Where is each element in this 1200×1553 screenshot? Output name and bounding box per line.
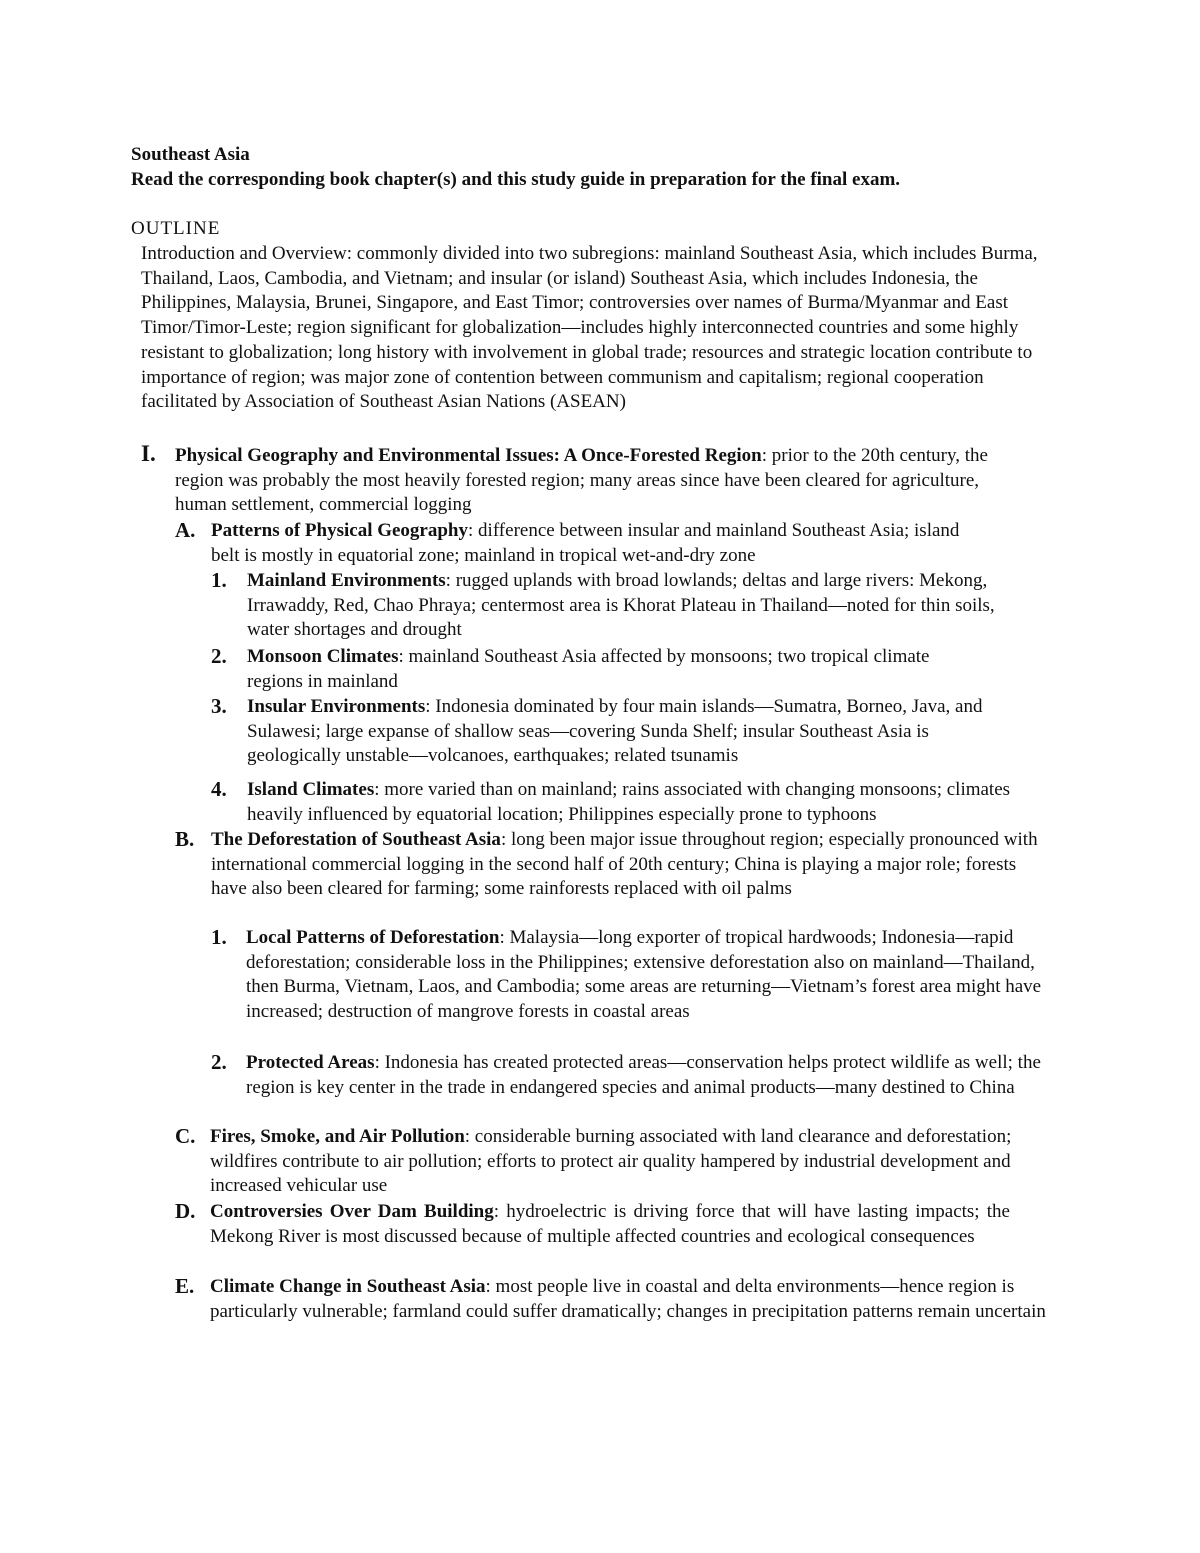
item-text: : difference between insular and mainland Southeast Asia; island belt is mostly in equatorial zone; mainland in tropical wet-and-dry zone <box>211 520 960 566</box>
item-body <box>247 569 1017 643</box>
item-text: : Indonesia has created protected areas—conservation helps protect wildlife as well; the region is key center in the trade in endangered species and animal products—many destined to China <box>246 1052 1041 1098</box>
outline-item-A <box>175 518 966 568</box>
item-marker: 3. <box>211 694 227 718</box>
item-body <box>210 1275 1070 1324</box>
item-heading: Protected Areas <box>246 1052 375 1073</box>
outline-item-D <box>175 1199 1010 1249</box>
item-heading: Insular Environments <box>247 696 426 717</box>
item-body <box>247 695 1007 769</box>
item-marker: E. <box>175 1274 195 1298</box>
item-text: : most people live in coastal and delta environments—hence region is particularly vulnerable; farmland could suffer dramatically; changes in precipitation patterns remain uncertain <box>210 1276 1046 1322</box>
item-text: : rugged uplands with broad lowlands; deltas and large rivers: Mekong, Irrawaddy, Red, Chao Phraya; centermost area is Khorat Plateau in Thailand—noted for thin soils, water shortages and drought <box>247 570 995 641</box>
section-text: : prior to the 20th century, the region was probably the most heavily forested region; many areas since have been cleared for agriculture, human settlement, commercial logging <box>175 445 988 516</box>
item-marker: 2. <box>211 1050 227 1074</box>
outline-item-B <box>175 827 1051 902</box>
item-marker: 4. <box>211 777 227 801</box>
item-marker: C. <box>175 1124 196 1148</box>
item-body <box>247 778 1047 827</box>
item-heading: Island Climates <box>247 779 375 800</box>
outline-item-B1 <box>211 925 1046 1025</box>
intro-paragraph: Introduction and Overview: commonly divided into two subregions: mainland Southeast Asia, which includes Burma, Thailand, Laos, Cambodia, and Vietnam; and insular (or island) Southeast Asia, which includes Indonesia, the Philippines, Malaysia, Brunei, Singapore, and East Timor; controversies over names of Burma/Myanmar and East Timor/Timor-Leste; region significant for globalization—includes highly interconnected countries and some highly resistant to globalization; long history with involvement in global trade; resources and strategic location contribute to importance of region; was major zone of contention between communism and capitalism; regional cooperation facilitated by Association of Southeast Asian Nations (ASEAN) <box>141 243 1038 413</box>
outline-item-A1 <box>211 568 1017 643</box>
item-text: : more varied than on mainland; rains associated with changing monsoons; climates heavily influenced by equatorial location; Philippines especially prone to typhoons <box>247 779 1011 825</box>
item-text: : long been major issue throughout region; especially pronounced with international commercial logging in the second half of 20th century; China is playing a major role; forests have also been cleared for farming; some rainforests replaced with oil palms <box>211 829 1038 900</box>
item-text: : hydroelectric is driving force that will have lasting impacts; the Mekong River is most discussed because of multiple affected countries and ecological consequences <box>210 1201 1010 1247</box>
item-text: : Malaysia—long exporter of tropical hardwoods; Indonesia—rapid deforestation; considerable loss in the Philippines; extensive deforestation also on mainland—Thailand, then Burma, Vietnam, Laos, and Cambodia; some areas are returning—Vietnam’s forest area might have increased; destruction of mangrove forests in coastal areas <box>246 927 1042 1023</box>
page-subtitle: Read the corresponding book chapter(s) and this study guide in preparation for the final exam. <box>131 169 901 190</box>
item-text: : mainland Southeast Asia affected by monsoons; two tropical climate regions in mainland <box>247 646 930 692</box>
item-heading: Local Patterns of Deforestation <box>246 927 500 948</box>
page-title: Southeast Asia <box>131 144 250 165</box>
item-heading: Climate Change in Southeast Asia <box>210 1276 486 1297</box>
item-body <box>210 1200 1010 1249</box>
outline-label: OUTLINE <box>131 218 221 239</box>
outline-item-C <box>175 1124 1020 1199</box>
outline-item-B2 <box>211 1050 1056 1100</box>
section-marker: I. <box>141 441 156 466</box>
section-body <box>175 444 1035 518</box>
item-marker: A. <box>175 518 196 542</box>
item-body <box>247 645 967 694</box>
outline-item-A3 <box>211 694 1007 769</box>
item-body <box>246 926 1046 1025</box>
outline-item-A4 <box>211 777 1047 827</box>
outline-section-I <box>141 441 1035 518</box>
item-marker: 2. <box>211 644 227 668</box>
section-heading: Physical Geography and Environmental Issues: A Once-Forested Region <box>175 445 762 466</box>
item-marker: B. <box>175 827 195 851</box>
item-body <box>246 1051 1056 1100</box>
outline-item-E <box>175 1274 1070 1324</box>
item-heading: Patterns of Physical Geography <box>211 520 469 541</box>
item-body <box>211 828 1051 902</box>
item-marker: 1. <box>211 925 227 949</box>
item-heading: Controversies Over Dam Building <box>210 1201 494 1222</box>
item-marker: D. <box>175 1199 196 1223</box>
item-heading: Monsoon Climates <box>247 646 399 667</box>
item-text: : considerable burning associated with land clearance and deforestation; wildfires contribute to air pollution; efforts to protect air quality hampered by industrial development and increased vehicular use <box>210 1126 1012 1197</box>
item-text: : Indonesia dominated by four main islands—Sumatra, Borneo, Java, and Sulawesi; large expanse of shallow seas—covering Sunda Shelf; insular Southeast Asia is geologically unstable—volcanoes, earthquakes; related tsunamis <box>247 696 983 767</box>
item-heading: Mainland Environments <box>247 570 446 591</box>
item-body <box>210 1125 1020 1199</box>
item-marker: 1. <box>211 568 227 592</box>
item-heading: Fires, Smoke, and Air Pollution <box>210 1126 465 1147</box>
item-heading: The Deforestation of Southeast Asia <box>211 829 501 850</box>
outline-item-A2 <box>211 644 967 694</box>
item-body <box>211 519 966 568</box>
